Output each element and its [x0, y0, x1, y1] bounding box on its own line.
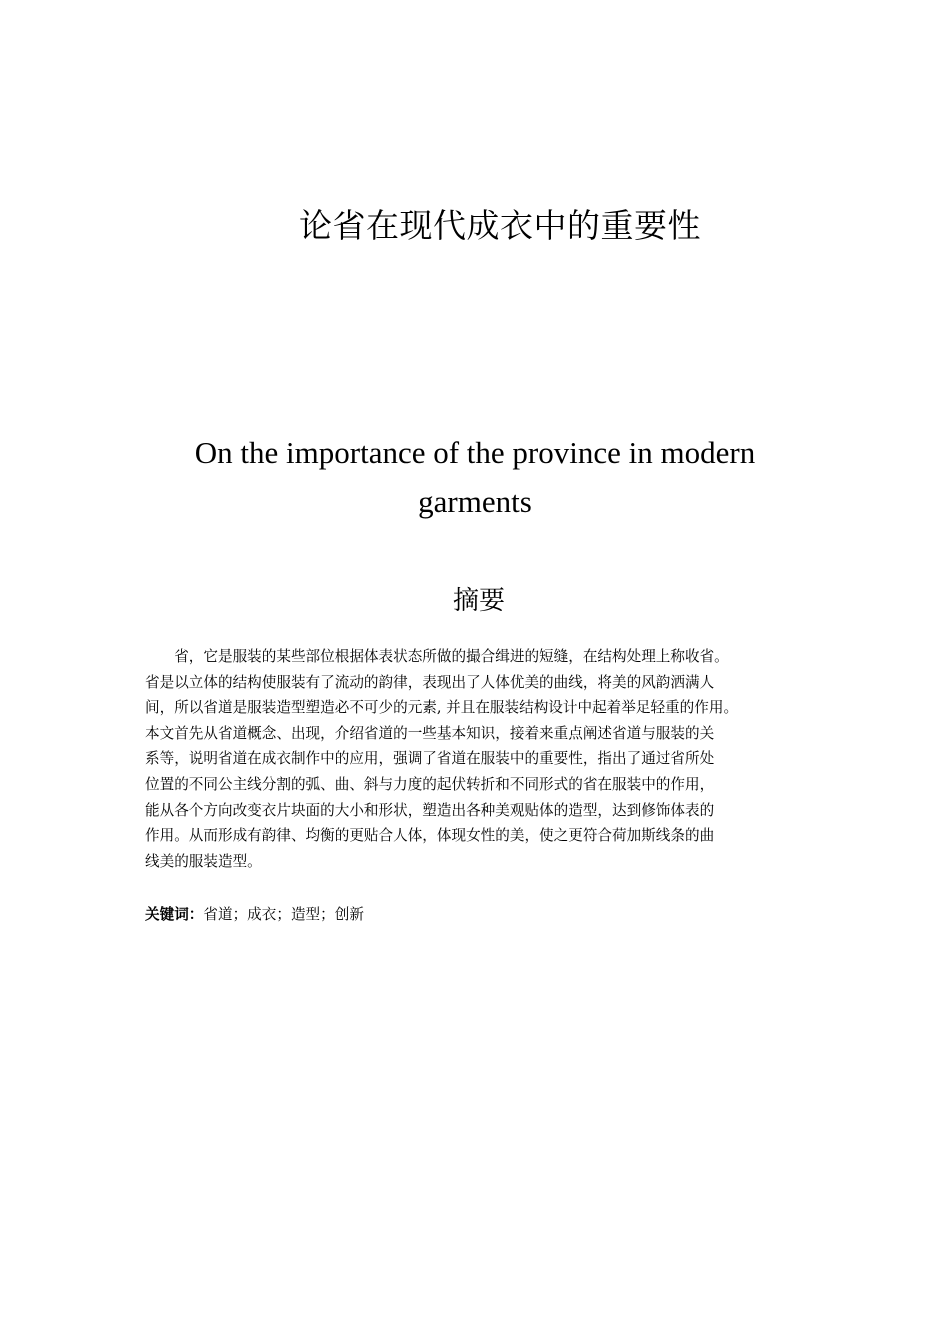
- abstract-line: 省是以立体的结构使服装有了流动的韵律，表现出了人体优美的曲线，将美的风韵洒满人: [145, 673, 715, 691]
- keywords-label: 关键词：: [145, 906, 204, 923]
- keywords: [145, 903, 364, 924]
- abstract-line: 能从各个方向改变衣片块面的大小和形状，塑造出各种美观贴体的造型，达到修饰体表的: [145, 801, 715, 819]
- keywords-text: 省道；成衣；造型；创新: [203, 906, 364, 923]
- abstract-line: 线美的服装造型。: [145, 852, 262, 870]
- abstract-line: 本文首先从省道概念、出现，介绍省道的一些基本知识，接着来重点阐述省道与服装的关: [145, 724, 715, 742]
- abstract-body: [145, 644, 825, 874]
- abstract-line: 间，所以省道是服装造型塑造必不可少的元素, 并且在服装结构设计中起着举足轻重的作用。: [145, 699, 739, 717]
- english-title-line-1: On the importance of the province in modern: [194, 435, 756, 470]
- abstract-line: 系等，说明省道在成衣制作中的应用，强调了省道在服装中的重要性，指出了通过省所处: [145, 750, 715, 768]
- abstract-line: 省，它是服装的某些部位根据体表状态所做的撮合缉进的短缝，在结构处理上称收省。: [145, 648, 729, 665]
- english-title-line-2: garments: [418, 484, 532, 519]
- chinese-title: 论省在现代成衣中的重要性: [299, 206, 701, 245]
- abstract-line: 位置的不同公主线分割的弧、曲、斜与力度的起伏转折和不同形式的省在服装中的作用，: [145, 775, 715, 793]
- english-title: [160, 428, 790, 526]
- abstract-line: 作用。从而形成有韵律、均衡的更贴合人体，体现女性的美，使之更符合荷加斯线条的曲: [145, 827, 715, 845]
- abstract-heading: 摘要: [452, 586, 505, 616]
